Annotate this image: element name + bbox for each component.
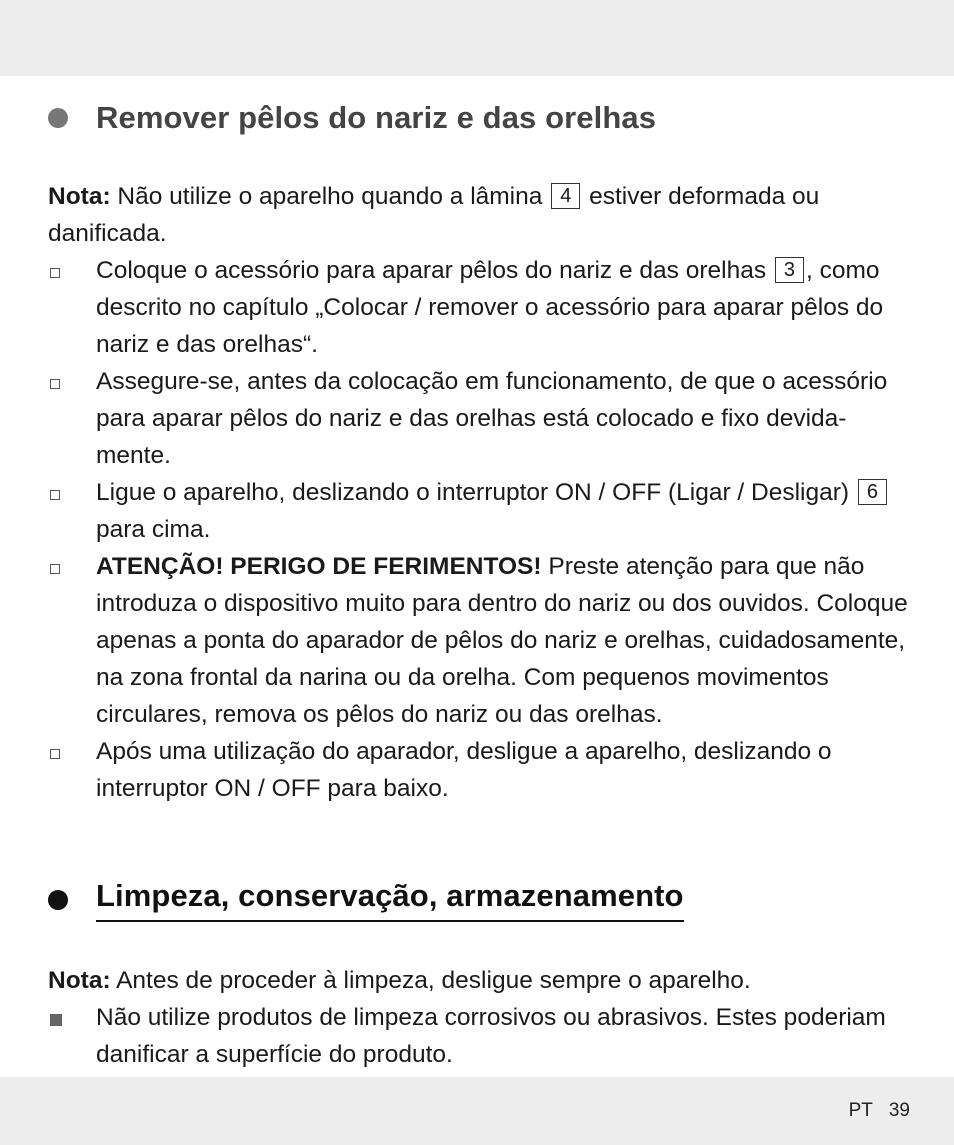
language-code: PT <box>848 1100 873 1121</box>
checkbox-square-icon <box>48 252 96 363</box>
section-heading <box>48 100 910 136</box>
section-title: Limpeza, conservação, armazenamento <box>96 878 684 922</box>
item-text: para cima. <box>96 516 211 543</box>
checkbox-square-icon <box>48 363 96 474</box>
list-item <box>48 548 910 733</box>
ref-number: 3 <box>775 257 804 283</box>
item-text: , como descrito no capítulo „Colocar / remover o acessório para aparar pêlos do nariz e das orelhas“. <box>96 257 884 358</box>
heading-dot-icon <box>48 890 68 910</box>
note-text: Antes de proceder à limpeza, desligue sempre o aparelho. <box>110 967 751 994</box>
note-text: estiver deformada ou danificada. <box>48 183 820 247</box>
note-label: Nota: <box>48 967 111 994</box>
section-remove-hair <box>48 100 910 807</box>
warning-label: ATENÇÃO! PERIGO DE FERIMENTOS! <box>96 553 542 580</box>
heading-dot-icon <box>48 108 68 128</box>
top-band <box>0 0 954 76</box>
checkbox-square-icon <box>48 474 96 548</box>
item-text: Não utilize produtos de limpeza corrosivos ou abrasivos. Estes poderiam danificar a superfície do produto. <box>96 1004 886 1068</box>
list-item <box>48 252 910 363</box>
item-text: Coloque o acessório para aparar pêlos do nariz e das orelhas <box>96 257 773 284</box>
note-paragraph <box>48 178 910 252</box>
note-text: Não utilize o aparelho quando a lâmina <box>110 183 550 210</box>
ref-number: 6 <box>858 479 887 505</box>
ref-number: 4 <box>551 183 580 209</box>
page-footer <box>849 1100 910 1122</box>
list-item <box>48 474 910 548</box>
list-item <box>48 733 910 807</box>
item-text: Assegure-se, antes da colocação em funcionamento, de que o acessório para aparar pêlos do nariz e das orelhas está colocado e fixo devida-mente. <box>96 368 888 469</box>
item-text: Ligue o aparelho, deslizando o interruptor ON / OFF (Ligar / Desligar) <box>96 479 856 506</box>
list-item <box>48 363 910 474</box>
item-text: Preste atenção para que não introduza o dispositivo muito para dentro do nariz ou dos ouvidos. Coloque apenas a ponta do aparador de pêlos do nariz e orelhas, cuidadosamente, na zona frontal da narina ou da orelha. Com pequenos movimentos circulares, remova os pêlos do nariz ou das orelhas. <box>96 553 908 728</box>
page-number: 39 <box>888 1100 910 1121</box>
bottom-band <box>0 1077 954 1145</box>
filled-square-icon <box>48 999 96 1073</box>
item-text: Após uma utilização do aparador, desligue a aparelho, deslizando o interruptor ON / OFF para baixo. <box>96 738 832 802</box>
list-item <box>48 999 910 1073</box>
section-title: Remover pêlos do nariz e das orelhas <box>96 100 657 135</box>
section-cleaning <box>48 878 910 1073</box>
checkbox-square-icon <box>48 548 96 733</box>
checkbox-square-icon <box>48 733 96 807</box>
note-paragraph <box>48 962 910 999</box>
section-heading <box>48 878 910 922</box>
note-label: Nota: <box>48 183 111 210</box>
